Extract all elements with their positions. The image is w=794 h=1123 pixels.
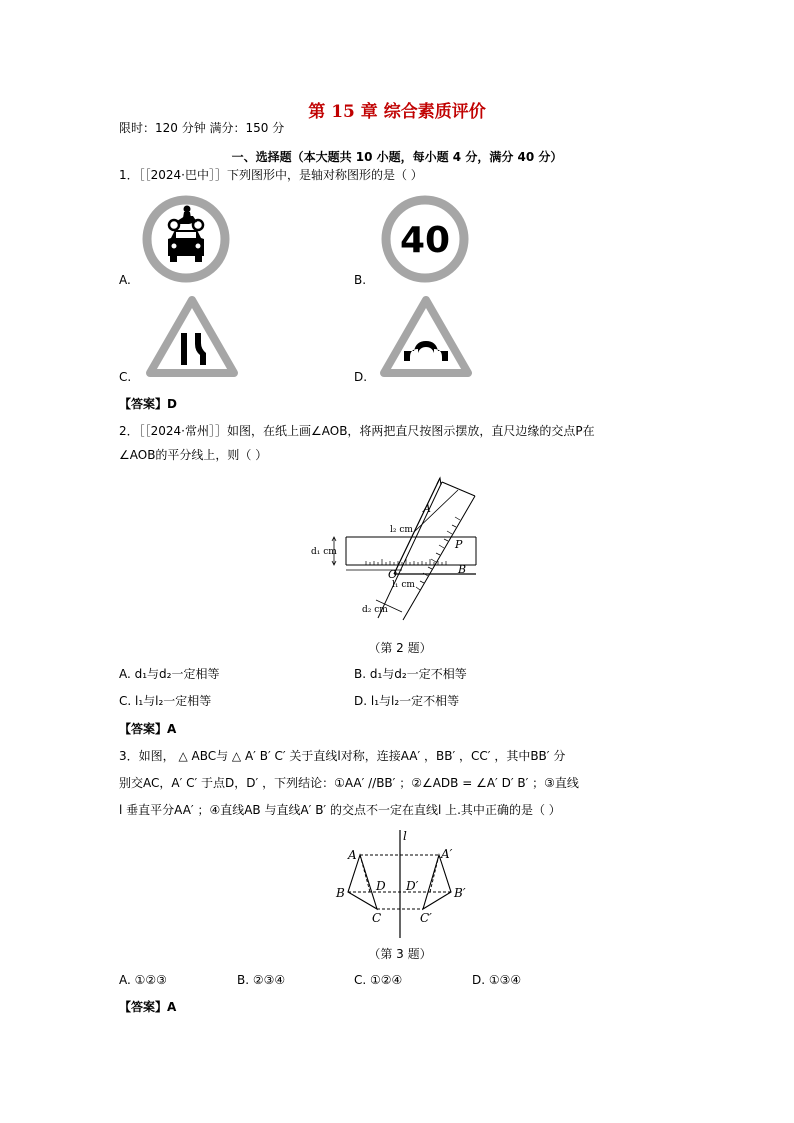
q1-stem: 1．［［2024·巴中］］下列图形中，是轴对称图形的是（ ） bbox=[119, 168, 423, 182]
svg-text:C: C bbox=[372, 911, 382, 925]
q1-option-d-label: D. bbox=[354, 370, 368, 384]
svg-text:D′: D′ bbox=[406, 879, 419, 893]
q1-option-c-label: C. bbox=[119, 370, 132, 384]
speed-limit-text: 40 bbox=[399, 220, 451, 261]
q3-figure bbox=[330, 826, 470, 941]
q3-option-c: C. ①②④ bbox=[354, 973, 403, 987]
q2-figure bbox=[310, 470, 490, 620]
q2-option-a: A. d₁与d₂一定相等 bbox=[119, 667, 220, 681]
q1-option-b-label: B. bbox=[354, 273, 367, 287]
svg-text:d₁ cm: d₁ cm bbox=[311, 547, 337, 557]
time-limit: 限时：120 分钟 满分：150 分 bbox=[119, 121, 285, 135]
q3-option-a: A. ①②③ bbox=[119, 973, 167, 987]
speed-limit-sign-icon bbox=[380, 194, 470, 284]
svg-text:l₁ cm: l₁ cm bbox=[392, 580, 415, 590]
q1-option-a-label: A. bbox=[119, 273, 131, 287]
q2-option-b: B. d₁与d₂一定不相等 bbox=[354, 667, 467, 681]
hump-bridge-sign-icon bbox=[378, 295, 474, 379]
q3-option-b: B. ②③④ bbox=[237, 973, 286, 987]
svg-text:B: B bbox=[458, 563, 467, 576]
q3-answer: 【答案】A bbox=[119, 1000, 177, 1014]
q3-figure-caption: （第 3 题） bbox=[368, 947, 432, 961]
svg-text:A′: A′ bbox=[441, 847, 453, 861]
q1-answer: 【答案】D bbox=[119, 397, 177, 411]
page-title: 第 15 章 综合素质评价 bbox=[308, 102, 486, 122]
svg-text:C′: C′ bbox=[420, 911, 432, 925]
svg-text:B: B bbox=[336, 886, 345, 900]
q2-stem-line2: ∠AOB的平分线上，则（ ） bbox=[119, 448, 268, 462]
section-heading: 一、选择题（本大题共 10 小题，每小题 4 分，满分 40 分） bbox=[231, 150, 563, 164]
svg-text:l₂ cm: l₂ cm bbox=[390, 525, 413, 535]
svg-text:D: D bbox=[376, 879, 386, 893]
q3-stem-line2: 别交AC，A′ C′ 于点D，D′ ，下列结论：①AA′ //BB′ ；②∠ADB = ∠A′ D′ B′ ；③直线 bbox=[119, 776, 579, 790]
svg-text:B′: B′ bbox=[454, 886, 466, 900]
svg-text:A: A bbox=[423, 502, 431, 515]
svg-text:P: P bbox=[455, 538, 463, 551]
q2-option-d: D. l₁与l₂一定不相等 bbox=[354, 694, 460, 708]
svg-text:d₂ cm: d₂ cm bbox=[362, 605, 388, 615]
q3-stem-line3: l 垂直平分AA′ ；④直线AB 与直线A′ B′ 的交点不一定在直线l 上.其中正确的是（ ） bbox=[119, 803, 561, 817]
svg-text:A: A bbox=[348, 848, 357, 862]
no-motorcycle-no-car-sign-icon bbox=[141, 194, 231, 284]
q3-option-d: D. ①③④ bbox=[472, 973, 522, 987]
q3-stem-line1: 3．如图， △ ABC与 △ A′ B′ C′ 关于直线l对称，连接AA′ ，BB′ ，CC′ ，其中BB′ 分 bbox=[119, 749, 566, 763]
q2-figure-caption: （第 2 题） bbox=[368, 641, 432, 655]
q2-option-c: C. l₁与l₂一定相等 bbox=[119, 694, 212, 708]
q2-answer: 【答案】A bbox=[119, 722, 177, 736]
q2-stem-line1: 2．［［2024·常州］］如图，在纸上画∠AOB，将两把直尺按图示摆放，直尺边缘的交点P在 bbox=[119, 424, 595, 438]
svg-text:l: l bbox=[403, 829, 407, 843]
road-narrows-sign-icon bbox=[144, 295, 240, 379]
svg-text:O: O bbox=[388, 568, 398, 581]
